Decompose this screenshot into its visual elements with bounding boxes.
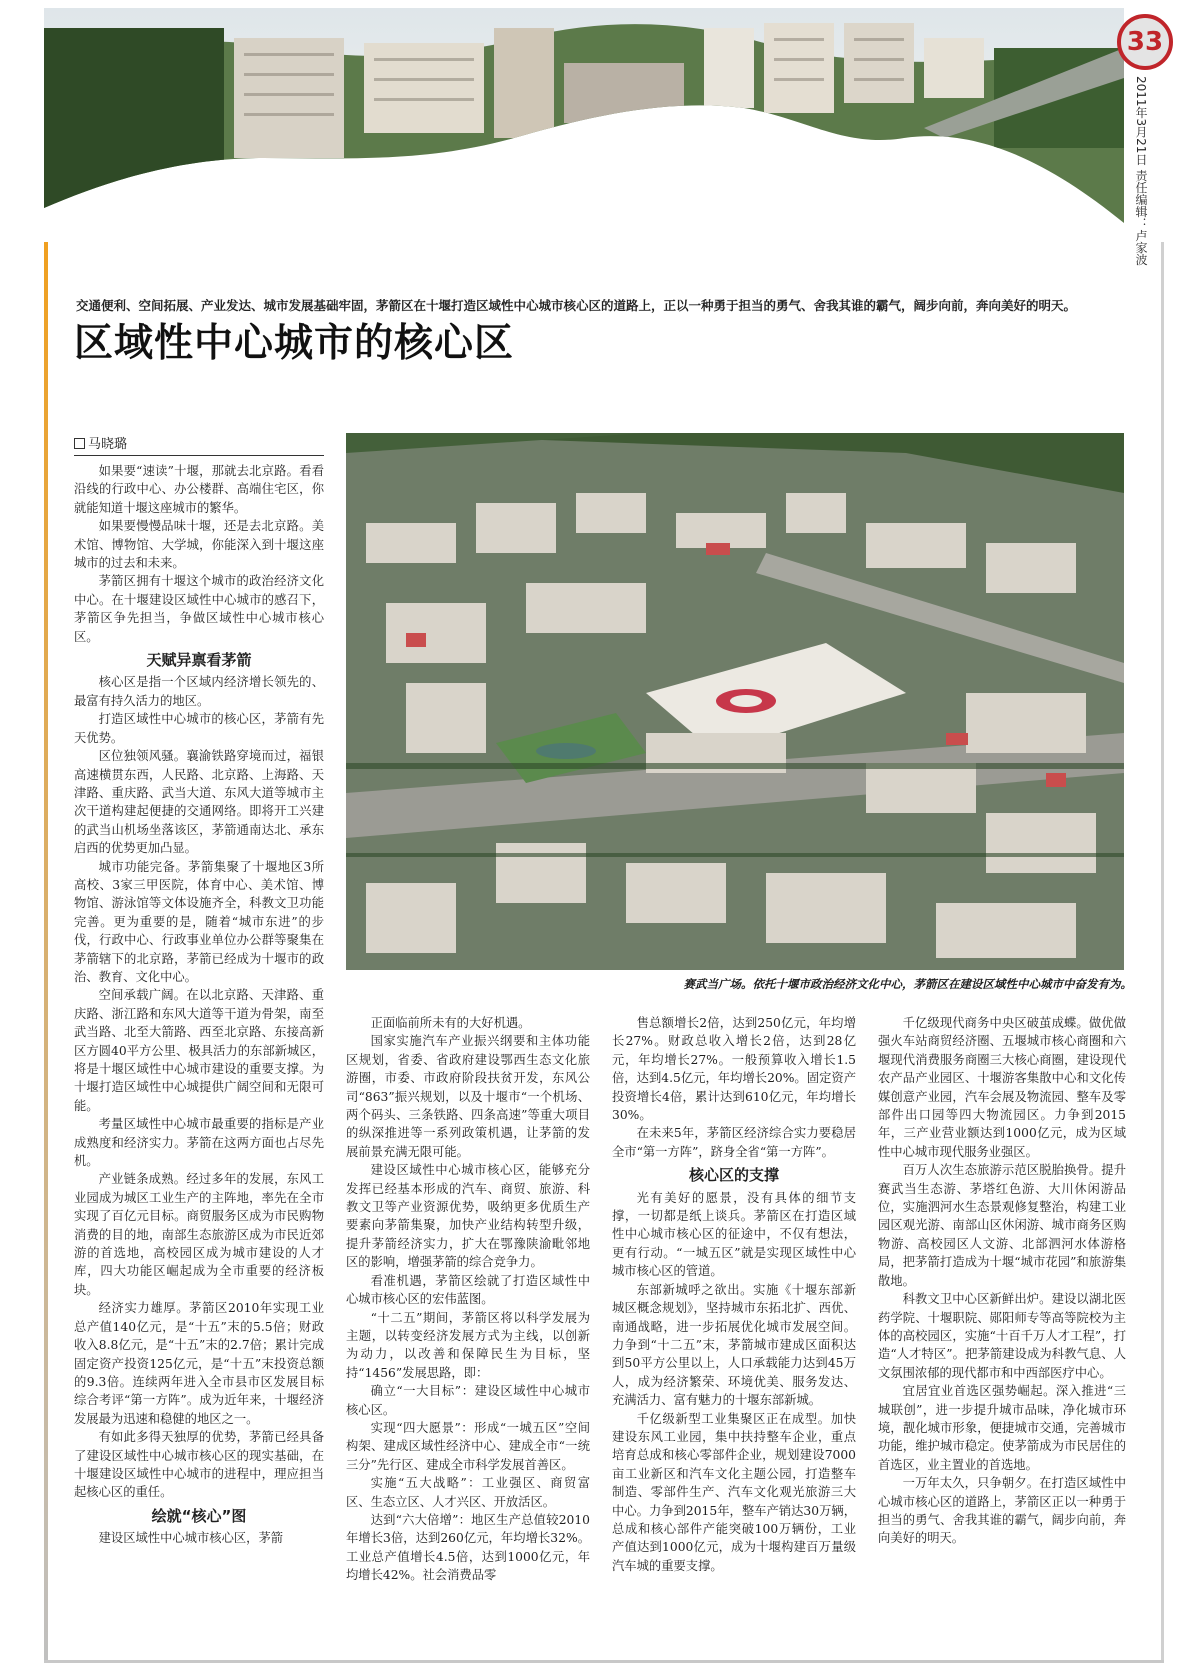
article-paragraph: 建设区域性中心城市核心区，能够充分发挥已经基本形成的汽车、商贸、旅游、科教文卫等产业资源优势，吸纳更多优质生产要素向茅箭集聚，加快产业结构转型升级，提升茅箭经济实力，扩大在鄂豫陕渝毗邻地区的影响，增强茅箭的综合竞争力。	[346, 1163, 590, 1270]
article-paragraph: 千亿级新型工业集聚区正在成型。加快建设东风工业园，集中扶持整车企业，重点培育总成和核心零部件企业，规划建设7000亩工业新区和汽车文化主题公园，打造整车制造、零部件生产、汽车文化观光旅游三大中心。力争到2015年，整车产销达30万辆，总成和核心部件产能突破100万辆份，工业产值达到1000亿元，成为十堰构建百万量级汽车城的重要支撑。	[612, 1411, 856, 1573]
article-paragraph: 产业链条成熟。经过多年的发展，东风工业园成为城区工业生产的主阵地，率先在全市实现了百亿元目标。商贸服务区成为市民购物消费的目的地，南部生态旅游区成为市民近郊游的首选地，高校园区成为城市建设的人才库，四大功能区崛起成为全市重要的经济板块。	[74, 1172, 324, 1297]
article-paragraph: 打造区域性中心城市的核心区，茅箭有先天优势。	[74, 712, 324, 745]
article-paragraph: 在未来5年，茅箭区经济综合实力要稳居全市“第一方阵”，跻身全省“第一方阵”。	[612, 1126, 856, 1159]
article-paragraph: 国家实施汽车产业振兴纲要和主体功能区规划，省委、省政府建设鄂西生态文化旅游圈，市委、市政府阶段扶贫开发，东风公司“863”振兴规划，以及十堰市“一个机场、两个码头、三条铁路、四条高速”等重大项目的纵深推进等一系列政策机遇，让茅箭的发展前景充满无限可能。	[346, 1034, 590, 1159]
lead-summary: 交通便利、空间拓展、产业发达、城市发展基础牢固，茅箭区在十堰打造区域性中心城市核心区的道路上，正以一种勇于担当的勇气、舍我其谁的霸气，阔步向前，奔向美好的明天。	[76, 298, 1077, 313]
byline	[74, 433, 324, 456]
article-paragraph: 正面临前所未有的大好机遇。	[370, 1016, 531, 1030]
article-paragraph: 科教文卫中心区新鲜出炉。建设以湖北医药学院、十堰职院、郧阳师专等高等院校为主体的高校园区，实施“十百千万人才工程”，打造“人才特区”。把茅箭建设成为科教气息、人文氛围浓郁的现代都市和中西部医疗中心。	[878, 1292, 1126, 1380]
article-paragraph: 光有美好的愿景，没有具体的细节支撑，一切都是纸上谈兵。茅箭区在打造区域性中心城市核心区的征途中，不仅有想法，更有行动。“一城五区”就是实现区域性中心城市核心区的管道。	[612, 1190, 856, 1279]
section-heading: 天赋异禀看茅箭	[146, 651, 252, 670]
article-column-4	[878, 1014, 1126, 1548]
article-column-1	[74, 462, 324, 1548]
article-paragraph: 售总额增长2倍，达到250亿元，年均增长27%。财政总收入增长2倍，达到28亿元，年均增长27%。一般预算收入增长1.5倍，达到4.5亿元，年均增长20%。固定资产投资增长4倍，累计达到610亿元，年均增长30%。	[612, 1016, 856, 1123]
page-date-editor: 2011年3月21日 责任编辑：卢家波	[1134, 76, 1148, 266]
page-title: 区域性中心城市的核心区	[74, 320, 515, 366]
frame-right-rule	[1161, 242, 1164, 1662]
article-paragraph: “十二五”期间，茅箭区将以科学发展为主题，以转变经济发展方式为主线，以创新为动力，以改善和保障民生为目标，坚持“1456”发展思路，即：	[346, 1310, 590, 1380]
article-paragraph: 实现“四大愿景”：形成“一城五区”空间构架、建成区域性经济中心、建成全市“一统三分”先行区、建成全市科学发展首善区。	[346, 1420, 590, 1472]
aerial-photo	[346, 433, 1124, 970]
article-paragraph: 宜居宜业首选区强势崛起。深入推进“三城联创”，进一步提升城市品味，净化城市环境，靓化城市形象，便捷城市交通，完善城市功能，维护城市稳定。使茅箭成为市民居住的首选区，业主置业的首选地。	[878, 1384, 1126, 1472]
article-paragraph: 如果要“速读”十堰，那就去北京路。看看沿线的行政中心、办公楼群、高端住宅区，你就能知道十堰这座城市的繁华。	[74, 464, 324, 515]
aerial-city-square-photo	[346, 433, 1124, 970]
article-paragraph: 考量区域性中心城市最重要的指标是产业成熟度和经济实力。茅箭在这两方面也占尽先机。	[74, 1117, 324, 1169]
photo-caption: 赛武当广场。依托十堰市政治经济文化中心，茅箭区在建设区域性中心城市中奋发有为。	[683, 977, 1132, 991]
article-paragraph: 一万年太久，只争朝夕。在打造区域性中心城市核心区的道路上，茅箭区正以一种勇于担当的勇气、舍我其谁的霸气，阔步向前，奔向美好的明天。	[878, 1476, 1126, 1546]
article-paragraph: 经济实力雄厚。茅箭区2010年实现工业总产值140亿元，是“十五”末的5.5倍；财政收入8.8亿元，是“十五”末的2.7倍；累计完成固定资产投资125亿元，是“十五”末投资总额的9.3倍。连续两年进入全市县市区发展目标综合考评“第一方阵”。成为近年来，十堰经济发展最为迅速和稳健的地区之一。	[74, 1301, 324, 1426]
article-column-3	[612, 1014, 856, 1575]
article-paragraph: 达到“六大倍增”：地区生产总值较2010年增长3倍，达到260亿元，年均增长32%。工业总产值增长4.5倍，达到1000亿元，年均增长42%。社会消费品零	[346, 1512, 590, 1583]
article-paragraph: 茅箭区拥有十堰这个城市的政治经济文化中心。在十堰建设区域性中心城市的感召下，茅箭区争先担当，争做区域性中心城市核心区。	[74, 574, 324, 644]
byline-box-icon	[74, 438, 85, 449]
article-paragraph: 看准机遇，茅箭区绘就了打造区域性中心城市核心区的宏伟蓝图。	[346, 1273, 590, 1307]
article-paragraph: 城市功能完备。茅箭集聚了十堰地区3所高校、3家三甲医院，体育中心、美术馆、博物馆、游泳馆等文体设施齐全，科教文卫功能完善。更为重要的是，随着“城市东进”的步伐，行政中心、行政事业单位办公群等聚集在茅箭辖下的北京路，茅箭已经成为十堰市的政治、教育、文化中心。	[74, 859, 324, 984]
article-paragraph: 空间承载广阔。在以北京路、天津路、重庆路、浙江路和东风大道等干道为骨架，南至武当路、北至大箭路、西至北京路、东接高新区方圆40平方公里、极具活力的东部新城区，将是十堰区域性中心城市建设的重要支撑。为十堰打造区域性中心城提供广阔空间和无限可能。	[74, 988, 324, 1113]
article-paragraph: 区位独领风骚。襄渝铁路穿境而过，福银高速横贯东西，人民路、北京路、上海路、天津路、重庆路、武当大道、东风大道等城市主次干道构建起便捷的交通网络。即将开工兴建的武当山机场坐落该区，茅箭通南达北、承东启西的优势更加凸显。	[74, 749, 324, 856]
article-paragraph: 确立“一大目标”：建设区域性中心城市核心区。	[346, 1384, 590, 1417]
section-heading: 绘就“核心”图	[151, 1506, 247, 1525]
article-paragraph: 实施“五大战略”：工业强区、商贸富区、生态立区、人才兴区、开放活区。	[346, 1476, 590, 1509]
section-heading: 核心区的支撑	[688, 1166, 779, 1185]
city-skyline-photo	[44, 8, 1124, 223]
article-paragraph: 如果要慢慢品味十堰，还是去北京路。美术馆、博物馆、大学城，你能深入到十堰这座城市的过去和未来。	[74, 519, 324, 571]
page-number: 33	[1117, 14, 1173, 70]
article-paragraph: 建设区域性中心城市核心区，茅箭	[98, 1531, 284, 1546]
byline-author: 马晓璐	[88, 437, 128, 452]
article-paragraph: 有如此多得天独厚的优势，茅箭已经具备了建设区域性中心城市核心区的现实基础，在十堰建设区域性中心城市的进程中，理应担当起核心区的重任。	[74, 1430, 324, 1500]
article-paragraph: 千亿级现代商务中央区破茧成蝶。做优做强火车站商贸经济圈、五堰城市核心商圈和六堰现代消费服务商圈三大核心商圈，建设现代农产品产业园区、十堰游客集散中心和文化传媒创意产业园，汽车会展及物流园、整车及零部件出口园等四大物流园区。力争到2015年，三产业营业额达到1000亿元，成为区域性中心城市现代服务业强区。	[878, 1016, 1126, 1159]
article-paragraph: 百万人次生态旅游示范区脱胎换骨。提升赛武当生态游、茅塔红色游、大川休闲游品位，实施泗河水生态景观修复整治，构建工业园区观光游、南部山区休闲游、城市商务区购物游、高校园区人文游、北部泗河水体游格局，把茅箭打造成为十堰“城市花园”和旅游集散地。	[878, 1163, 1126, 1288]
article-column-2	[346, 1014, 590, 1585]
frame-bottom-rule	[44, 1660, 1164, 1663]
banner-photo	[44, 8, 1124, 223]
frame-left-rule	[44, 242, 48, 1662]
article-paragraph: 核心区是指一个区域内经济增长领先的、最富有持久活力的地区。	[74, 675, 324, 708]
article-paragraph: 东部新城呼之欲出。实施《十堰东部新城区概念规划》，坚持城市东拓北扩、西优、南通战略，进一步拓展优化城市发展空间。力争到“十二五”末，茅箭城市建成区面积达到50平方公里以上，人口承载能力达到45万人，成为经济繁荣、环境优美、服务发达、充满活力、富有魅力的十堰东部新城。	[612, 1282, 856, 1408]
